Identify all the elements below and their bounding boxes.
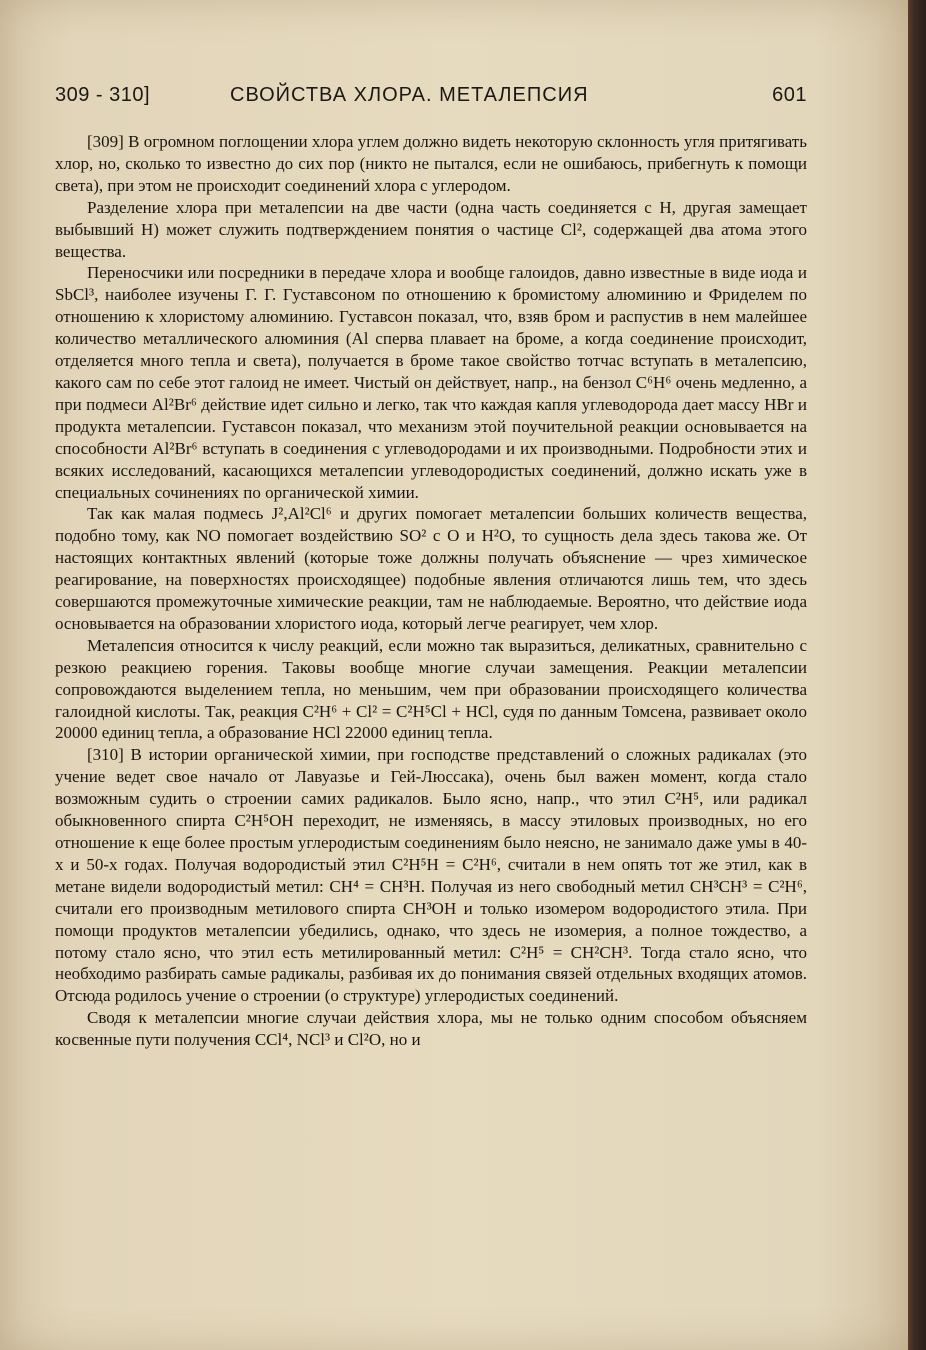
book-edge: [908, 0, 926, 1350]
paragraph-delicate-reactions: Металепсия относится к числу реакций, если можно так выразиться, деликатных, сравнительно с резкою реакциею горения. Таковы вообще многие случаи замещения. Реакции металепсии сопровождаются выделением тепла, но меньшим, чем при образовании происходящего количества галоидной кислоты. Так, реакция C²H⁶ + Cl² = C²H⁵Cl + HCl, судя по данным Томсена, развивает около 20000 единиц тепла, а образование HCl 22000 единиц тепла.: [55, 635, 807, 743]
running-title: СВОЙСТВА ХЛОРА. МЕТАЛЕПСИЯ: [230, 84, 589, 106]
paragraph-small-admixture: Так как малая подмесь J²,Al²Cl⁶ и других помогает металепсии больших количеств вещества, подобно тому, как NO помогает воздействию SO² с O и H²O, то сущность дела здесь такова же. От настоящих контактных явлений (которые тоже должны получать объяснение — чрез химическое реагирование, на поверхностях происходящее) подобные явления отличаются лишь тем, что здесь совершаются промежуточные химические реакции, там не наблюдаемые. Вероятно, что действие иода основывается на образовании хлористого иода, который легче реагирует, чем хлор.: [55, 504, 807, 633]
page-number: 601: [772, 84, 807, 106]
paragraph-halogen-carriers: Переносчики или посредники в передаче хлора и вообще галоидов, давно известные в виде иода и SbCl³, наиболее изучены Г. Г. Густавсоном по отношению к бромистому алюминию и Фриделем по отношению к хлористому алюминию. Густавсон показал, что, взяв бром и распустив в нем малейшее количество металлического алюминия (Al сперва плавает на броме, а когда соединение происходит, отделяется много тепла и света), получается в броме такое свойство тотчас вступать в металепсию, какого сам по себе этот галоид не имеет. Чистый он действует, напр., на бензол C⁶H⁶ очень медленно, а при подмеси Al²Br⁶ действие идет сильно и легко, так что каждая капля углеводорода дает массу HBr и продукта металепсии. Густавсон показал, что механизм этой поучительной реакции основывается на способности Al²Br⁶ вступать в соединения с углеводородами и их производными. Подробности этих и всяких исследований, касающихся металепсии углеводородистых соединений, должно искать уже в специальных сочинениях по органической химии.: [55, 263, 807, 502]
paragraph-310-radicals: [310] В истории органической химии, при господстве представлений о сложных радикалах (это учение ведет свое начало от Лавуазье и Гей-Люссака), очень был важен момент, когда стало возможным судить о строении самих радикалов. Было ясно, напр., что этил C²H⁵, или радикал обыкновенного спирта C²H⁵OH переходит, не изменяясь, в массу этиловых производных, но его отношение к еще более простым углеродистым соединениям было неясно, не занимало даже умы в 40-х и 50-х годах. Получая водородистый этил C²H⁵H = C²H⁶, считали в нем опять тот же этил, как в метане видели водородистый метил: CH⁴ = CH³H. Получая из него свободный метил CH³CH³ = C²H⁶, считали его производным метилового спирта CH³OH и только изомером водородистого этила. При помощи продуктов металепсии убедились, однако, что здесь не изомерия, а полное тождество, а потому стало ясно, что этил есть метилированный метил: C²H⁵ = CH²CH³. Тогда стало ясно, что необходимо разбирать самые радикалы, разбивая их до понимания связей отдельных входящих атомов. Отсюда родилось учение о строении (о структуре) углеродистых соединений.: [55, 745, 807, 1006]
paragraph-metalepsy-summary: Сводя к металепсии многие случаи действия хлора, мы не только одним способом объясняем косвенные пути получения CCl⁴, NCl³ и Cl²O, но и: [55, 1008, 807, 1050]
section-range: 309 - 310]: [55, 84, 151, 106]
body-text: [55, 131, 807, 1051]
paragraph-309-carbon-absorption: [309] В огромном поглощении хлора углем должно видеть некоторую склонность угля притягивать хлор, но, сколько то известно до сих пор (никто не пытался, если не ошибаюсь, прибегнуть к помощи света), при этом не происходит соединений хлора с углеродом.: [55, 132, 807, 195]
paragraph-chlorine-split: Разделение хлора при металепсии на две части (одна часть соединяется с Н, другая замещает выбывший Н) может служить подтверждением понятия о частице Cl², содержащей два атома этого вещества.: [55, 197, 807, 261]
running-header: [55, 84, 807, 118]
